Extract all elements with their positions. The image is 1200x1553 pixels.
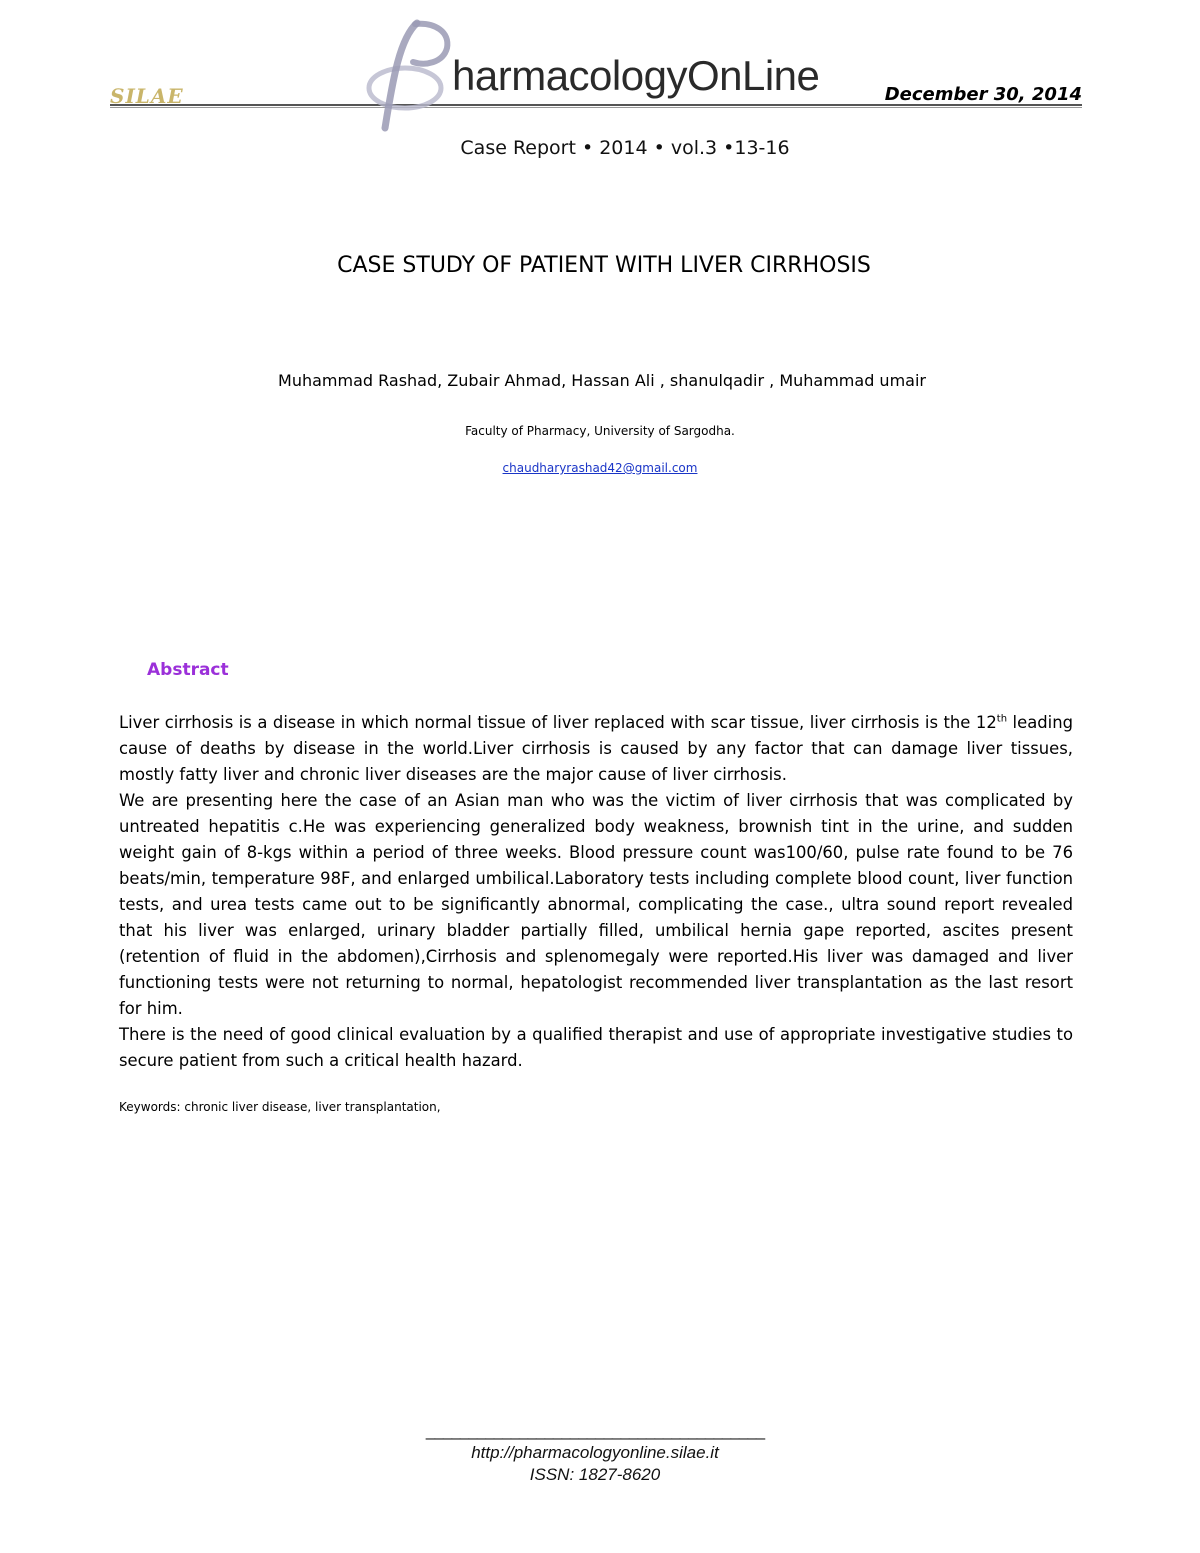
footer-url[interactable]: http://pharmacologyonline.silae.it	[471, 1443, 719, 1462]
abstract-paragraph: There is the need of good clinical evaluation by a qualified therapist and use of appropriate investigative studies to secure patient from such a critical health hazard.	[119, 1025, 1073, 1070]
abstract-body	[119, 710, 1073, 1074]
page-footer	[0, 1420, 1190, 1486]
affiliation: Faculty of Pharmacy, University of Sargodha.	[465, 424, 735, 438]
journal-header	[0, 0, 1200, 140]
abstract-paragraph: We are presenting here the case of an Asian man who was the victim of liver cirrhosis that was complicated by untreated hepatitis c.He was experiencing generalized body weakness, brownish tint in the urine, and sudden weight gain of 8-kgs within a period of three weeks. Blood pressure count was100/60, pulse rate found to be 76 beats/min, temperature 98F, and enlarged umbilical.Laboratory tests including complete blood count, liver function tests, and urea tests came out to be significantly abnormal, complicating the case., ultra sound report revealed that his liver was enlarged, urinary bladder partially filled, umbilical hernia gape reported, ascites present (retention of fluid in the abdomen),Cirrhosis and splenomegaly were reported.His liver was damaged and liver functioning tests were not returning to normal, hepatologist recommended liver transplantation as the last resort for him.	[119, 791, 1073, 1018]
abstract-text: leading cause of deaths by disease in the world.Liver cirrhosis is caused by any factor that can damage liver tissues, mostly fatty liver and chronic liver diseases are the major cause of liver cirrhosis.	[119, 713, 1073, 784]
header-rule-thin	[110, 107, 1082, 108]
citation-line: Case Report • 2014 • vol.3 •13-16	[460, 137, 790, 159]
footer-rule: ________________________________________	[425, 1421, 765, 1440]
issue-date: December 30, 2014	[884, 84, 1082, 105]
footer-issn: ISSN: 1827-8620	[529, 1465, 661, 1484]
phi-logo-icon	[355, 18, 465, 133]
paper-title: CASE STUDY OF PATIENT WITH LIVER CIRRHOSIS	[337, 253, 871, 278]
silae-logo: SILAE	[110, 84, 184, 108]
email-line	[0, 461, 1200, 475]
ordinal-superscript: th	[996, 713, 1008, 725]
journal-name: harmacologyOnLine	[452, 52, 820, 99]
abstract-text: Liver cirrhosis is a disease in which normal tissue of liver replaced with scar tissue, liver cirrhosis is the 12	[119, 713, 997, 732]
keywords: Keywords: chronic liver disease, liver transplantation,	[119, 1100, 441, 1114]
author-list: Muhammad Rashad, Zubair Ahmad, Hassan Ali , shanulqadir , Muhammad umair	[278, 371, 926, 390]
abstract-paragraph	[119, 710, 1073, 788]
author-email-link[interactable]: chaudharyrashad42@gmail.com	[502, 461, 698, 475]
abstract-heading: Abstract	[147, 660, 229, 680]
